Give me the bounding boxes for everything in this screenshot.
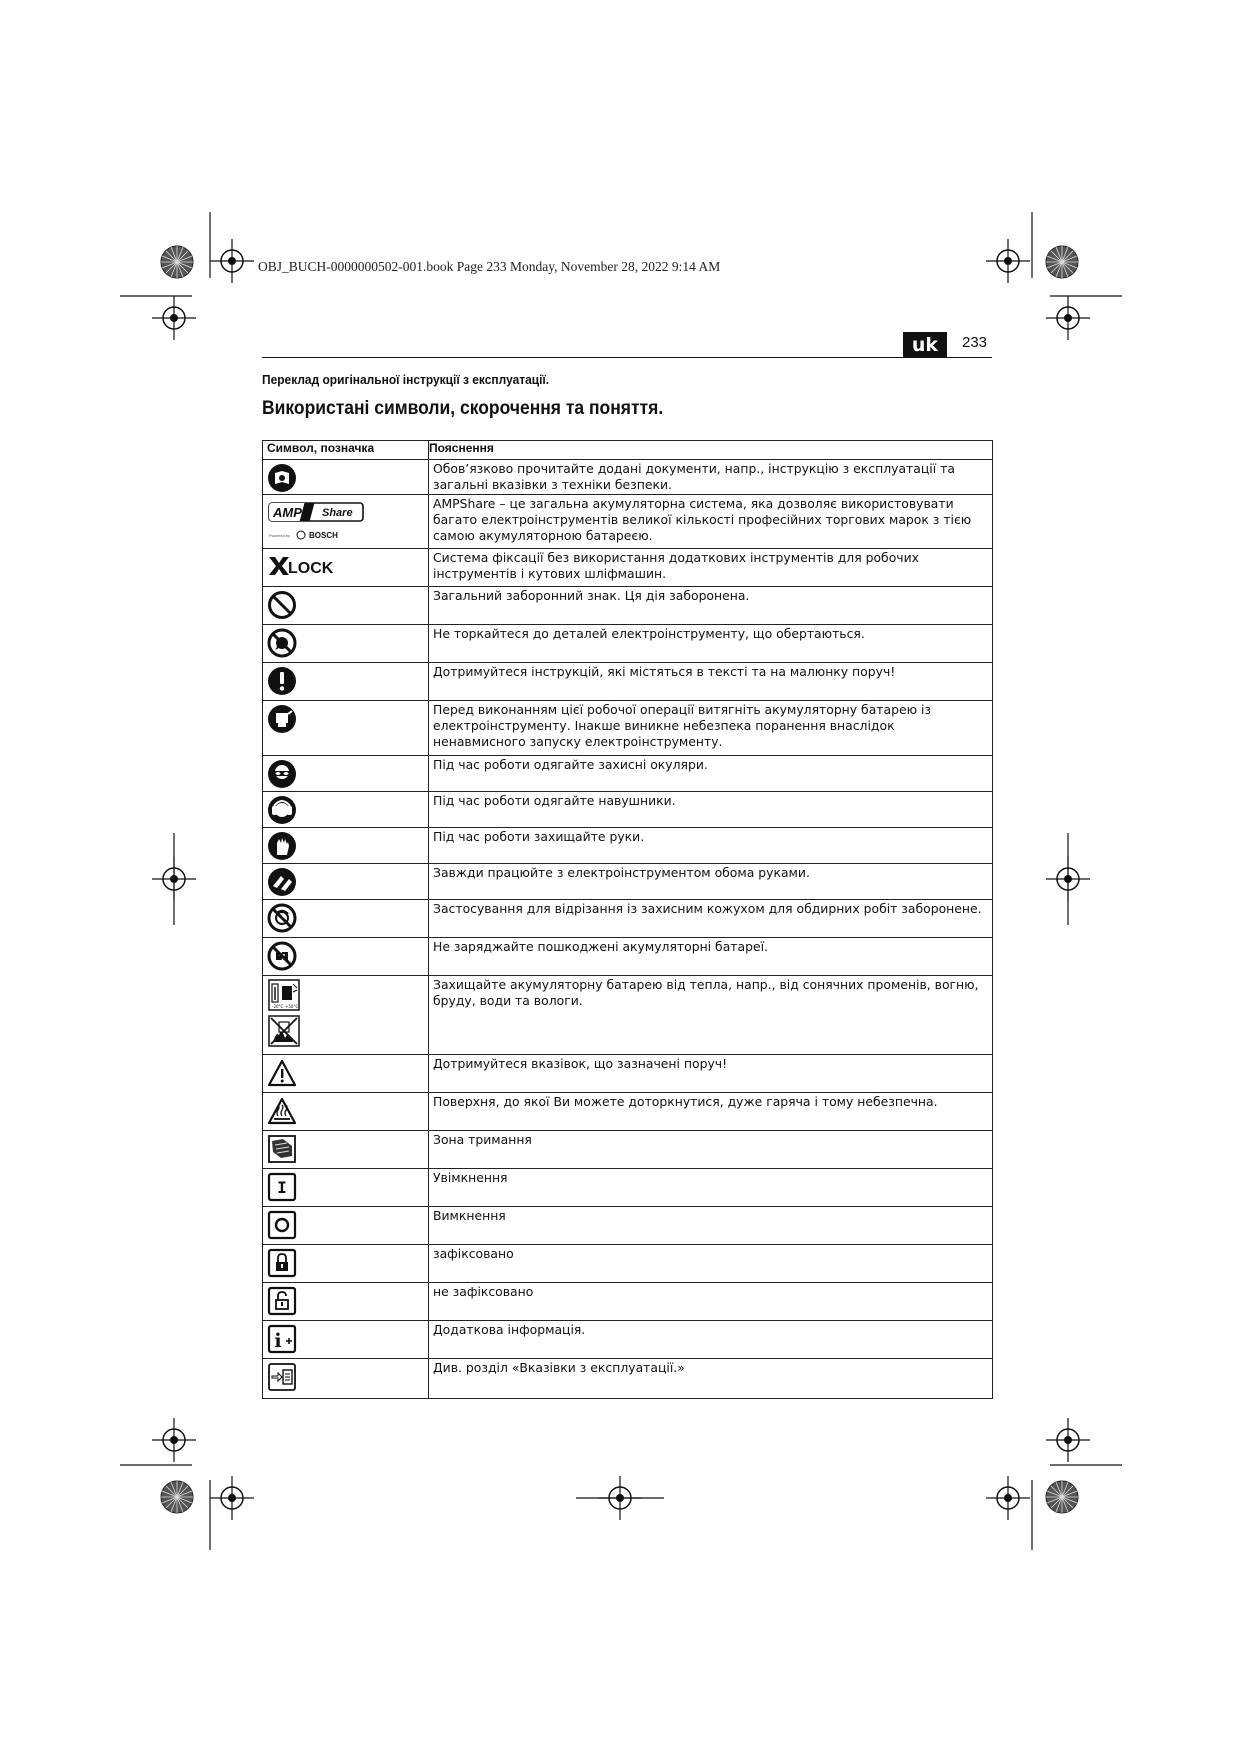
no-charge-damaged-battery-icon <box>267 941 297 971</box>
header-rule <box>262 357 992 358</box>
svg-text:AMP: AMP <box>273 505 302 520</box>
table-row <box>263 864 993 900</box>
row-text: Увімкнення <box>429 1169 993 1207</box>
row-text: Див. розділ «Вказівки з експлуатації.» <box>429 1359 993 1399</box>
row-text: Обов’язково прочитайте додані документи, напр., інструкцію з експлуатації та загальні вказівки з техніки безпеки. <box>429 460 993 495</box>
locked-icon <box>267 1248 297 1278</box>
table-row <box>263 828 993 864</box>
warning-triangle-icon <box>267 1058 297 1088</box>
switch-off-icon <box>267 1210 297 1240</box>
page-number: 233 <box>962 334 988 351</box>
no-touch-rotating-icon <box>267 628 297 658</box>
row-text: Під час роботи одягайте навушники. <box>429 792 993 828</box>
unlocked-icon <box>267 1286 297 1316</box>
table-row <box>263 1207 993 1245</box>
row-text: Дотримуйтеся вказівок, що зазначені поруч! <box>429 1055 993 1093</box>
table-row <box>263 625 993 663</box>
row-text: AMPShare – це загальна акумуляторна система, яка дозволяє використовувати багато електроінструментів великої кількості професійних торгових марок з тією самою акумуляторною батареєю. <box>429 495 993 549</box>
ampshare-logo <box>267 501 428 547</box>
table-row <box>263 1169 993 1207</box>
row-text: Система фіксації без використання додаткових інструментів для робочих інструментів і кутових шліфмашин. <box>429 549 993 587</box>
table-row <box>263 900 993 938</box>
wear-goggles-icon <box>267 759 297 789</box>
row-text: Вимкнення <box>429 1207 993 1245</box>
section-title: Використані символи, скорочення та поняття. <box>262 398 664 419</box>
table-row <box>263 1283 993 1321</box>
table-row <box>263 1131 993 1169</box>
see-section-icon <box>267 1362 297 1392</box>
hot-surface-icon <box>267 1096 297 1126</box>
row-text: Захищайте акумуляторну батарею від тепла, напр., від сонячних променів, вогню, бруду, води та вологи. <box>429 976 993 1055</box>
row-text: не зафіксовано <box>429 1283 993 1321</box>
no-cutting-with-guard-icon <box>267 903 297 933</box>
section-subtitle: Переклад оригінальної інструкції з експлуатації. <box>262 372 550 387</box>
remove-battery-icon <box>267 704 297 734</box>
two-hands-icon <box>267 867 297 897</box>
table-row <box>263 1093 993 1131</box>
table-row <box>263 976 993 1055</box>
prohibition-icon <box>267 590 297 620</box>
table-row <box>263 701 993 756</box>
svg-text:BOSCH: BOSCH <box>309 531 338 540</box>
row-text: Не заряджайте пошкоджені акумуляторні батареї. <box>429 938 993 976</box>
table-row <box>263 587 993 625</box>
language-badge: uk <box>903 332 947 358</box>
info-icon <box>267 1324 297 1354</box>
print-file-note: OBJ_BUCH-0000000502-001.book Page 233 Monday, November 28, 2022 9:14 AM <box>258 259 721 274</box>
table-row <box>263 549 993 587</box>
svg-text:+50°C: +50°C <box>285 1004 299 1009</box>
row-text: Поверхня, до якої Ви можете доторкнутися, дуже гаряча і тому небезпечна. <box>429 1093 993 1131</box>
table-row <box>263 495 993 549</box>
table-row <box>263 792 993 828</box>
wear-earmuffs-icon <box>267 795 297 825</box>
attention-icon <box>267 666 297 696</box>
row-text: Під час роботи захищайте руки. <box>429 828 993 864</box>
row-text: Перед виконанням цієї робочої операції витягніть акумуляторну батарею із електроінструменту. Інакше виникне небезпека поранення внаслідок ненавмисного запуску електроінструменту. <box>429 701 993 756</box>
svg-text:i: i <box>274 1330 282 1352</box>
xlock-logo <box>267 555 428 581</box>
symbols-table <box>262 440 993 1399</box>
table-row <box>263 1321 993 1359</box>
row-text: Зона тримання <box>429 1131 993 1169</box>
wear-gloves-icon <box>267 831 297 861</box>
table-row <box>263 663 993 701</box>
table-row <box>263 1055 993 1093</box>
header-explanation: Пояснення <box>429 441 993 460</box>
row-text: Завжди працюйте з електроінструментом обома руками. <box>429 864 993 900</box>
header-symbol: Символ, позначка <box>263 441 429 460</box>
svg-text:Powered by: Powered by <box>269 533 291 538</box>
row-text: Під час роботи одягайте захисні окуляри. <box>429 756 993 792</box>
row-text: Не торкайтеся до деталей електроінструменту, що обертаються. <box>429 625 993 663</box>
svg-text:I: I <box>277 1178 287 1197</box>
table-row <box>263 938 993 976</box>
row-text: Додаткова інформація. <box>429 1321 993 1359</box>
row-text: зафіксовано <box>429 1245 993 1283</box>
svg-text:LOCK: LOCK <box>288 560 334 577</box>
read-manual-icon <box>267 463 297 493</box>
grip-zone-icon <box>267 1134 297 1164</box>
table-row <box>263 756 993 792</box>
svg-text:Share: Share <box>322 507 353 519</box>
switch-on-icon <box>267 1172 297 1202</box>
table-row <box>263 1245 993 1283</box>
svg-text:-20°C: -20°C <box>272 1004 284 1009</box>
row-text: Застосування для відрізання із захисним кожухом для обдирних робіт заборонене. <box>429 900 993 938</box>
row-text: Дотримуйтеся інструкцій, які містяться в тексті та на малюнку поруч! <box>429 663 993 701</box>
row-text: Загальний заборонний знак. Ця дія заборонена. <box>429 587 993 625</box>
protect-battery-icons <box>267 978 428 1054</box>
table-row <box>263 1359 993 1399</box>
table-header-row <box>263 441 993 460</box>
table-row <box>263 460 993 495</box>
